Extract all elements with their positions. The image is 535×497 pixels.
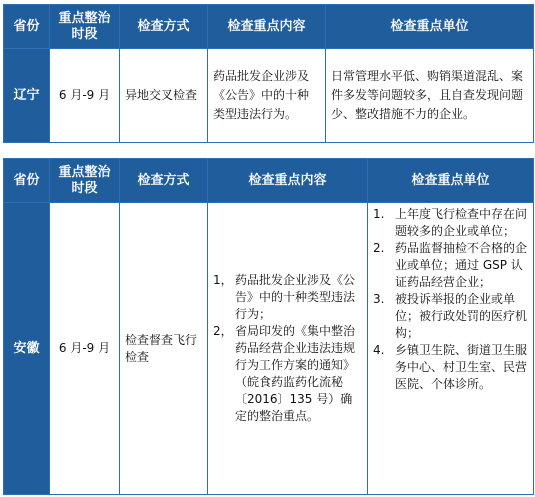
- list-number: 1，: [213, 273, 233, 287]
- content-cell: 药品批发企业涉及《公告》中的十种类型违法行为。: [208, 49, 326, 143]
- units-cell: 日常管理水平低、购销渠道混乱、案件多发等问题较多，且自查发现问题少、整改措施不力的企业。: [326, 49, 534, 143]
- units-list: [373, 206, 528, 393]
- list-text: 乡镇卫生院、街道卫生服务中心、村卫生室、民营医院、个体诊所。: [395, 343, 528, 391]
- table-row: [4, 203, 534, 495]
- list-number: 4.: [373, 343, 385, 357]
- header-province: 省份: [4, 5, 50, 49]
- anhui-table: [3, 158, 534, 495]
- list-text: 药品监督抽检不合格的企业或单位；通过 GSP 认证药品经营企业；: [395, 241, 528, 289]
- list-number: 2.: [373, 241, 385, 255]
- header-method: 检查方式: [120, 159, 208, 203]
- province-cell: 辽宁: [4, 49, 50, 143]
- list-number: 1.: [373, 207, 385, 221]
- header-method: 检查方式: [120, 5, 208, 49]
- header-row: [4, 5, 534, 49]
- method-cell: 检查督查飞行检查: [120, 203, 208, 495]
- content-list: [213, 272, 362, 425]
- header-units: 检查重点单位: [326, 5, 534, 49]
- table-row: [4, 49, 534, 143]
- list-text: 上年度飞行检查中存在问题较多的企业或单位；: [395, 207, 528, 238]
- province-cell: 安徽: [4, 203, 50, 495]
- period-cell: 6 月-9 月: [50, 203, 120, 495]
- liaoning-table: [3, 4, 534, 143]
- header-content: 检查重点内容: [208, 159, 368, 203]
- list-item: [213, 323, 362, 425]
- list-item: [373, 342, 528, 393]
- list-item: [373, 240, 528, 291]
- list-text: 被投诉举报的企业或单位；被行政处罚的医疗机构；: [395, 292, 528, 340]
- list-number: 3.: [373, 292, 385, 306]
- list-item: [373, 291, 528, 342]
- header-units: 检查重点单位: [368, 159, 534, 203]
- list-item: [373, 206, 528, 240]
- period-cell: 6 月-9 月: [50, 49, 120, 143]
- list-item: [213, 272, 362, 323]
- units-cell: [368, 203, 534, 495]
- list-number: 2，: [213, 324, 233, 338]
- list-text: 省局印发的《集中整治药品经营企业违法违规行为工作方案的通知》（皖食药监药化流秘〔2016〕135 号）确定的整治重点。: [235, 324, 356, 423]
- list-text: 药品批发企业涉及《公告》中的十种类型违法行为；: [235, 273, 356, 321]
- header-province: 省份: [4, 159, 50, 203]
- header-row: [4, 159, 534, 203]
- header-content: 检查重点内容: [208, 5, 326, 49]
- header-period: 重点整治时段: [50, 5, 120, 49]
- content-cell: [208, 203, 368, 495]
- method-cell: 异地交叉检查: [120, 49, 208, 143]
- header-period: 重点整治时段: [50, 159, 120, 203]
